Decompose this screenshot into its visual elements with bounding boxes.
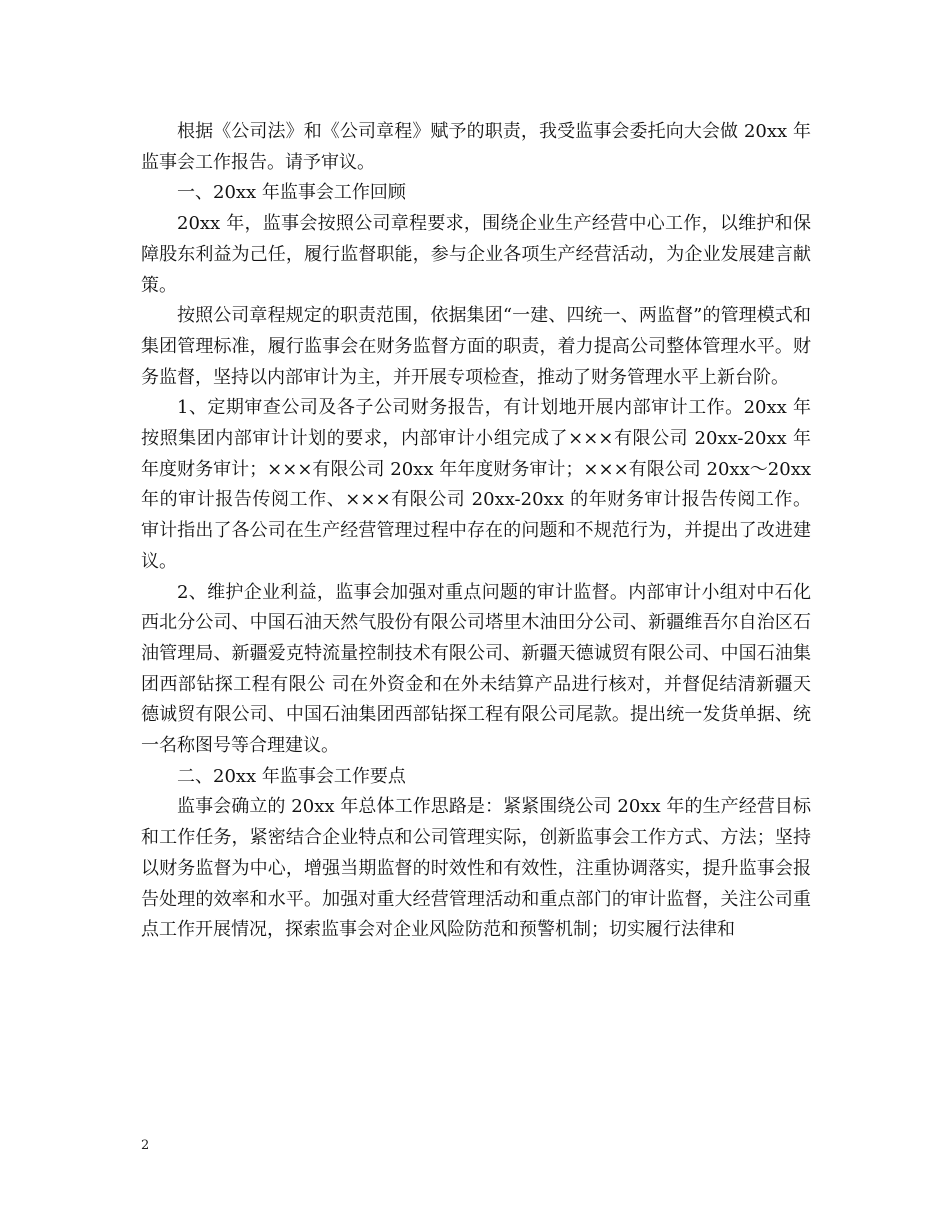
paragraph-intro: 根据《公司法》和《公司章程》赋予的职责，我受监事会委托向大会做 20xx 年监事会工作报告。请予审议。: [141, 121, 811, 173]
page-number: 2: [141, 1138, 150, 1153]
section-heading-key-points: 二、20xx 年监事会工作要点: [177, 765, 406, 787]
paragraph-financial-supervision: 按照公司章程规定的职责范围，依据集团“一建、四统一、两监督”的管理模式和集团管理标准，履行监事会在财务监督方面的职责，着力提高公司整体管理水平。财务监督，坚持以内部审计为主，并开展专项检查，推动了财务管理水平上新台阶。: [141, 305, 811, 388]
paragraph-item-1: 1、定期审查公司及各子公司财务报告，有计划地开展内部审计工作。20xx 年按照集团内部审计计划的要求，内部审计小组完成了×××有限公司 20xx-20xx 年年度财务审计；×××有限公司 20xx 年年度财务审计；×××有限公司 20xx～20xx 年的审计报告传阅工作、×××有限公司 20xx-20xx 的年财务审计报告传阅工作。审计指出了各公司在生产经营管理过程中存在的问题和不规范行为，并提出了改进建议。: [141, 397, 811, 572]
paragraph-work-plan: 监事会确立的 20xx 年总体工作思路是：紧紧围绕公司 20xx 年的生产经营目标和工作任务，紧密结合企业特点和公司管理实际，创新监事会工作方式、方法；坚持以财务监督为中心，增强当期监督的时效性和有效性，注重协调落实，提升监事会报告处理的效率和水平。加强对重大经营管理活动和重点部门的审计监督，关注公司重点工作开展情况，探索监事会对企业风险防范和预警机制；切实履行法律和: [141, 796, 811, 941]
section-heading-review: 一、20xx 年监事会工作回顾: [177, 182, 406, 204]
paragraph-item-2: 2、维护企业利益，监事会加强对重点问题的审计监督。内部审计小组对中石化西北分公司、中国石油天然气股份有限公司塔里木油田分公司、新疆维吾尔自治区石油管理局、新疆爱克特流量控制技术有限公司、新疆天德诚贸有限公司、中国石油集团西部钻探工程有限公 司在外资金和在外未结算产品进行核对，并督促结清新疆天德诚贸有限公司、中国石油集团西部钻探工程有限公司尾款。提出统一发货单据、统一名称图号等合理建议。: [141, 581, 811, 757]
paragraph-overview: 20xx 年，监事会按照公司章程要求，围绕企业生产经营中心工作，以维护和保障股东利益为己任，履行监督职能，参与企业各项生产经营活动，为企业发展建言献策。: [141, 213, 811, 296]
document-body: [141, 117, 811, 946]
